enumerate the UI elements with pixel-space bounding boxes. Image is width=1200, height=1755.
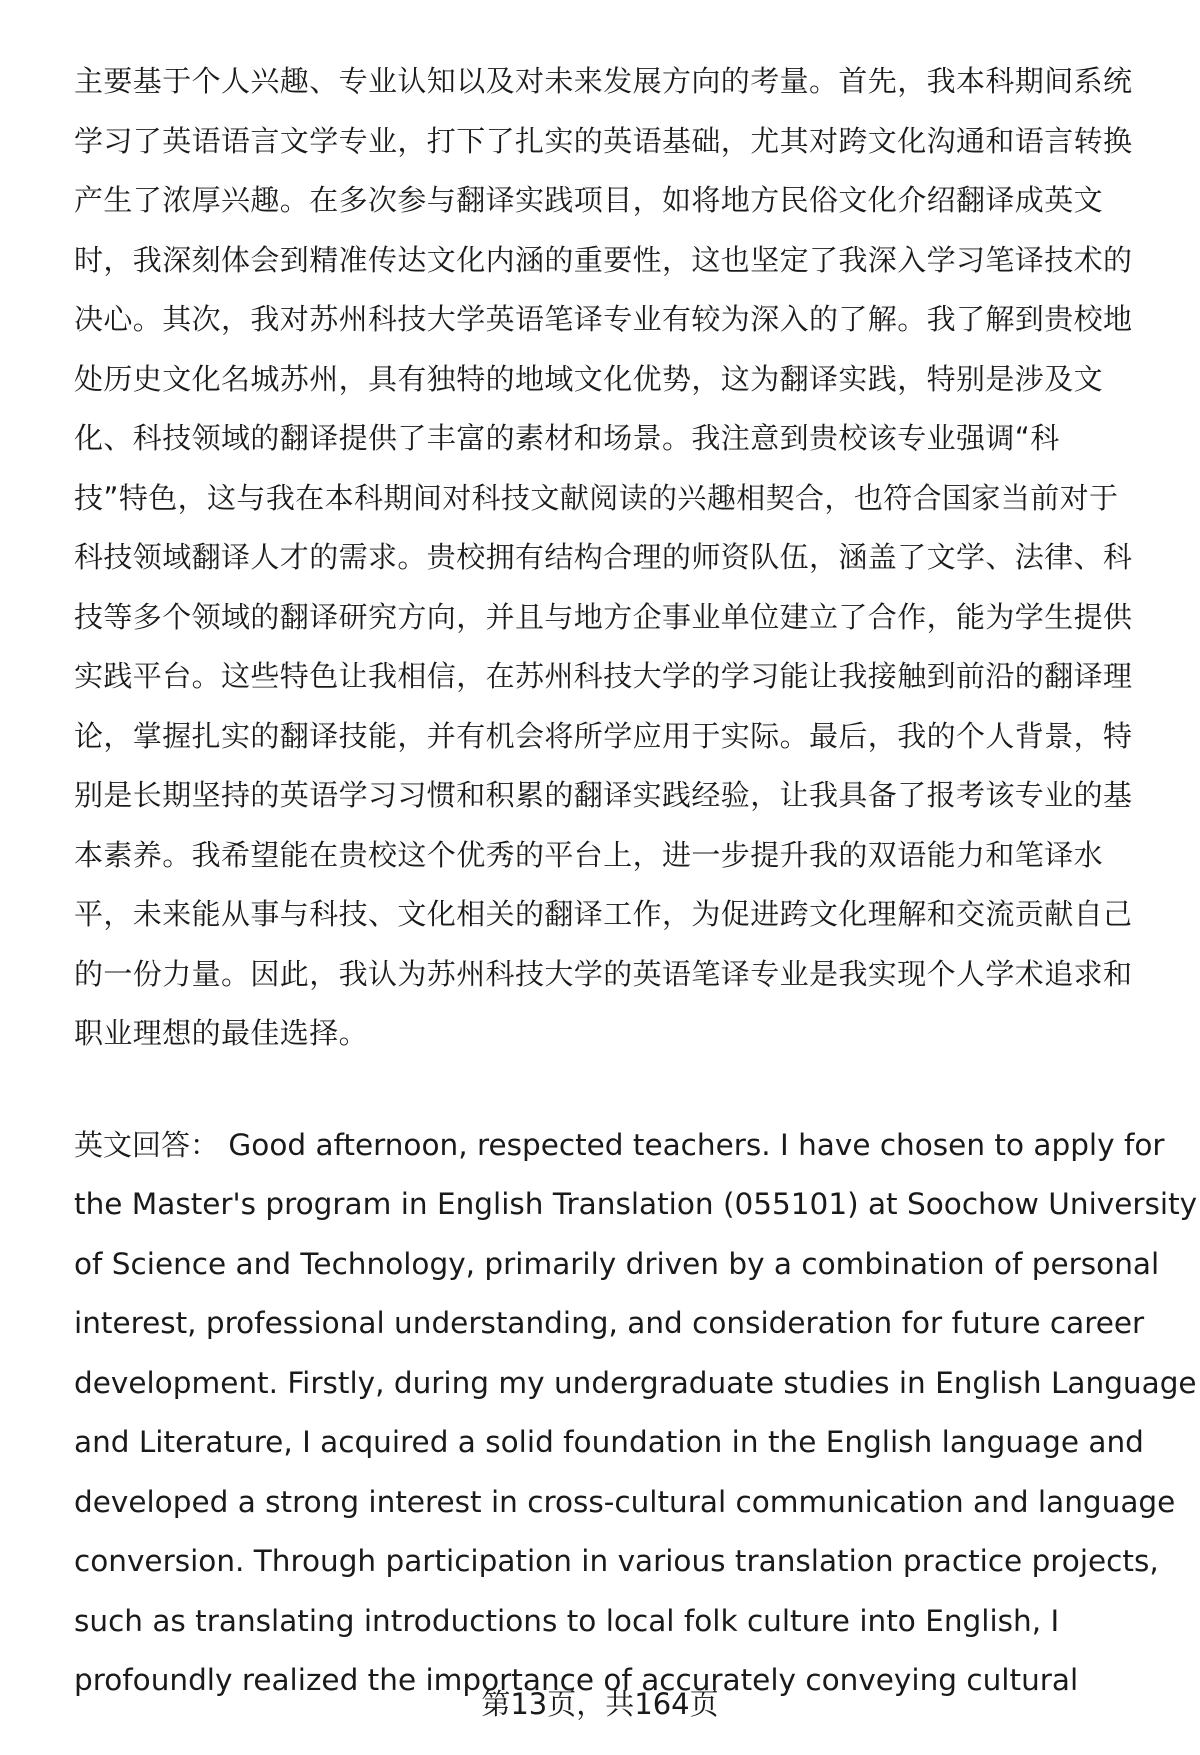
- text-line: of Science and Technology, primarily driven by a combination of personal: [74, 1246, 1160, 1281]
- text-line: 职业理想的最佳选择。: [74, 1016, 369, 1050]
- text-line: developed a strong interest in cross-cultural communication and language: [74, 1484, 1176, 1519]
- english-answer-paragraph: [74, 1116, 1198, 1711]
- text-line: 科技领域翻译人才的需求。贵校拥有结构合理的师资队伍，涵盖了文学、法律、科: [74, 540, 1133, 574]
- text-line: 本素养。我希望能在贵校这个优秀的平台上，进一步提升我的双语能力和笔译水: [74, 837, 1104, 872]
- text-line: profoundly realized the importance of accurately conveying cultural: [74, 1663, 1079, 1697]
- document-page: [74, 52, 1198, 1711]
- paragraph-gap: [74, 1064, 1154, 1116]
- text-line: 实践平台。这些特色让我相信，在苏州科技大学的学习能让我接触到前沿的翻译理: [74, 659, 1133, 693]
- text-line: 处历史文化名城苏州，具有独特的地域文化优势，这为翻译实践，特别是涉及文: [74, 361, 1104, 396]
- text-line: 学习了英语语言文学专业，打下了扎实的英语基础，尤其对跨文化沟通和语言转换: [74, 123, 1133, 158]
- text-line: 论，掌握扎实的翻译技能，并有机会将所学应用于实际。最后，我的个人背景，特: [74, 718, 1133, 753]
- text-line: 的一份力量。因此，我认为苏州科技大学的英语笔译专业是我实现个人学术追求和: [74, 956, 1133, 991]
- text-line: the Master's program in English Translation (055101) at Soochow University: [74, 1187, 1198, 1221]
- text-line: and Literature, I acquired a solid foundation in the English language and: [74, 1425, 1144, 1459]
- text-line: 决心。其次，我对苏州科技大学英语笔译专业有较为深入的了解。我了解到贵校地: [74, 302, 1133, 336]
- text-line: 化、科技领域的翻译提供了丰富的素材和场景。我注意到贵校该专业强调“科: [74, 421, 1060, 455]
- text-line: [74, 1116, 1165, 1176]
- text-line: 别是长期坚持的英语学习习惯和积累的翻译实践经验，让我具备了报考该专业的基: [74, 778, 1133, 812]
- text-line-content: Good afternoon, respected teachers. I have chosen to apply for: [228, 1127, 1165, 1162]
- text-line: 产生了浓厚兴趣。在多次参与翻译实践项目，如将地方民俗文化介绍翻译成英文: [74, 183, 1104, 217]
- page-indicator: 第13页，共164页: [481, 1687, 719, 1721]
- text-line: conversion. Through participation in various translation practice projects,: [74, 1544, 1159, 1578]
- text-line: 技等多个领域的翻译研究方向，并且与地方企事业单位建立了合作，能为学生提供: [74, 599, 1133, 634]
- chinese-answer-paragraph: [74, 52, 1154, 1064]
- english-answer-label: 英文回答：: [74, 1127, 220, 1162]
- text-line: interest, professional understanding, and consideration for future career: [74, 1306, 1145, 1340]
- text-line: 时，我深刻体会到精准传达文化内涵的重要性，这也坚定了我深入学习笔译技术的: [74, 242, 1133, 277]
- text-line: 平，未来能从事与科技、文化相关的翻译工作，为促进跨文化理解和交流贡献自己: [74, 897, 1133, 931]
- text-line: 主要基于个人兴趣、专业认知以及对未来发展方向的考量。首先，我本科期间系统: [74, 64, 1133, 98]
- text-line: 技”特色，这与我在本科期间对科技文献阅读的兴趣相契合，也符合国家当前对于: [74, 480, 1119, 515]
- text-line: development. Firstly, during my undergraduate studies in English Language: [74, 1365, 1197, 1400]
- text-line: such as translating introductions to local folk culture into English, I: [74, 1603, 1060, 1638]
